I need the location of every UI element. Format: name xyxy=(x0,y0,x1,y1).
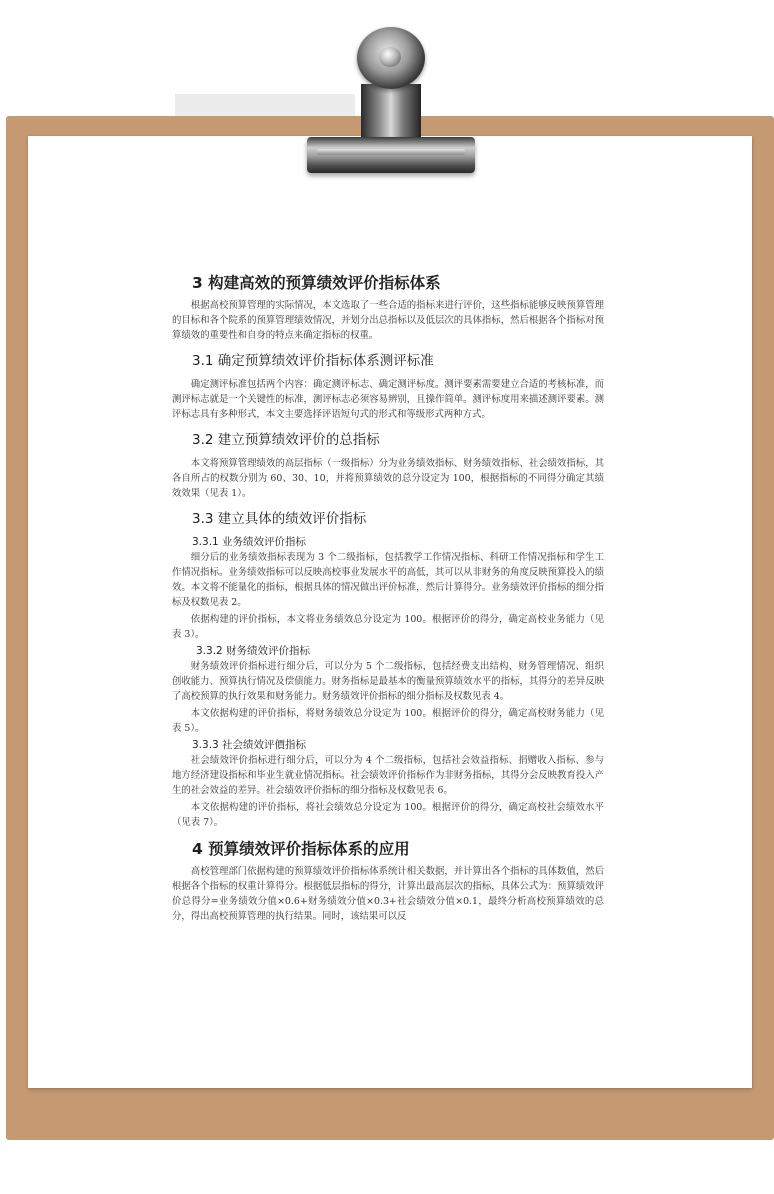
section-3-paragraph: 根据高校预算管理的实际情况，本文选取了一些合适的指标来进行评价，这些指标能够反映预算管理的目标和各个院系的预算管理绩效情况，并划分出总指标以及低层次的具体指标，然后根据各个指标对预算绩效的重要性和自身的特点来确定指标的权重。 xyxy=(172,300,604,341)
section-3-1-heading: 3.1 确定预算绩效评价指标体系测评标准 xyxy=(192,353,434,369)
document-body xyxy=(172,272,604,926)
section-3-3-1-heading: 3.3.1 业务绩效评价指标 xyxy=(192,536,307,548)
binder-clip xyxy=(307,137,475,173)
section-4-heading: 4 预算绩效评价指标体系的应用 xyxy=(192,840,410,858)
section-3-3-heading: 3.3 建立具体的绩效评价指标 xyxy=(192,511,367,527)
section-3-heading: 3 构建高效的预算绩效评价指标体系 xyxy=(192,274,441,292)
section-3-2-heading: 3.2 建立预算绩效评价的总指标 xyxy=(192,432,380,448)
section-3-3-1-paragraph-2: 依据构建的评价指标，本文将业务绩效总分设定为 100。根据评价的得分，确定高校业务能力（见表 3）。 xyxy=(172,614,604,640)
section-4-paragraph: 高校管理部门依据构建的预算绩效评价指标体系统计相关数据，并计算出各个指标的具体数值，然后根据各个指标的权重计算得分。根据低层指标的得分，计算出最高层次的指标，具体公式为：预算绩效评价总得分=业务绩效分值×0.6+财务绩效分值×0.3+社会绩效分值×0.1，最终分析高校预算绩效的总分，得出高校预算管理的执行结果。同时，该结果可以反 xyxy=(172,866,604,922)
clip-ring-icon xyxy=(357,27,425,89)
section-3-3-3-heading: 3.3.3 社会绩效评價指标 xyxy=(192,739,307,751)
clip-shadow xyxy=(175,94,355,116)
section-3-3-3-paragraph-1: 社会绩效评价指标进行细分后，可以分为 4 个二级指标，包括社会效益指标、捐赠收入指标、参与地方经济建设指标和毕业生就业情况指标。社会绩效评价指标作为非财务指标，其得分会反映教育投入产生的社会效益的差异。社会绩效评价指标的细分指标及权数见表 6。 xyxy=(172,755,604,796)
section-3-3-2-paragraph-1: 财务绩效评价指标进行细分后，可以分为 5 个二级指标，包括经费支出结构、财务管理情况、组织创收能力、预算执行情况及偿债能力。财务指标是最基本的衡量预算绩效水平的指标，其得分的差异反映了高校预算的执行效果和财务能力。财务绩效评价指标的细分指标及权数见表 4。 xyxy=(172,661,604,702)
section-3-3-2-heading: 3.3.2 财务绩效评价指标 xyxy=(196,645,311,657)
section-3-2-paragraph: 本文将预算管理绩效的高层指标（一级指标）分为业务绩效指标、财务绩效指标、社会绩效指标，其各自所占的权数分别为 60、30、10，并将预算绩效的总分设定为 100，根据指标的不同得分确定其绩效效果（见表 1）。 xyxy=(172,458,604,499)
section-3-3-1-paragraph-1: 细分后的业务绩效指标表现为 3 个二级指标，包括教学工作情况指标、科研工作情况指标和学生工作情况指标。业务绩效指标可以反映高校事业发展水平的高低，其可以从非财务的角度反映预算投入的绩效。本文将不能量化的指标，根据具体的情况做出评价标准，然后计算得分。业务绩效评价指标的细分指标及权数见表 2。 xyxy=(172,552,604,608)
section-3-1-paragraph: 确定测评标准包括两个内容：确定测评标志、确定测评标度。测评要素需要建立合适的考核标准，而测评标志就是一个关键性的标准，测评标志必须容易辨别，且操作简单。测评标度用来描述测评要素。测评标志具有多种形式，本文主要选择评语短句式的形式和等级形式两种方式。 xyxy=(172,379,604,420)
section-3-3-3-paragraph-2: 本文依据构建的评价指标，将社会绩效总分设定为 100。根据评价的得分，确定高校社会绩效水平（见表 7）。 xyxy=(172,802,604,828)
clip-neck xyxy=(361,84,421,140)
section-3-3-2-paragraph-2: 本文依据构建的评价指标，将财务绩效总分设定为 100。根据评价的得分，确定高校财务能力（见表 5）。 xyxy=(172,708,604,734)
